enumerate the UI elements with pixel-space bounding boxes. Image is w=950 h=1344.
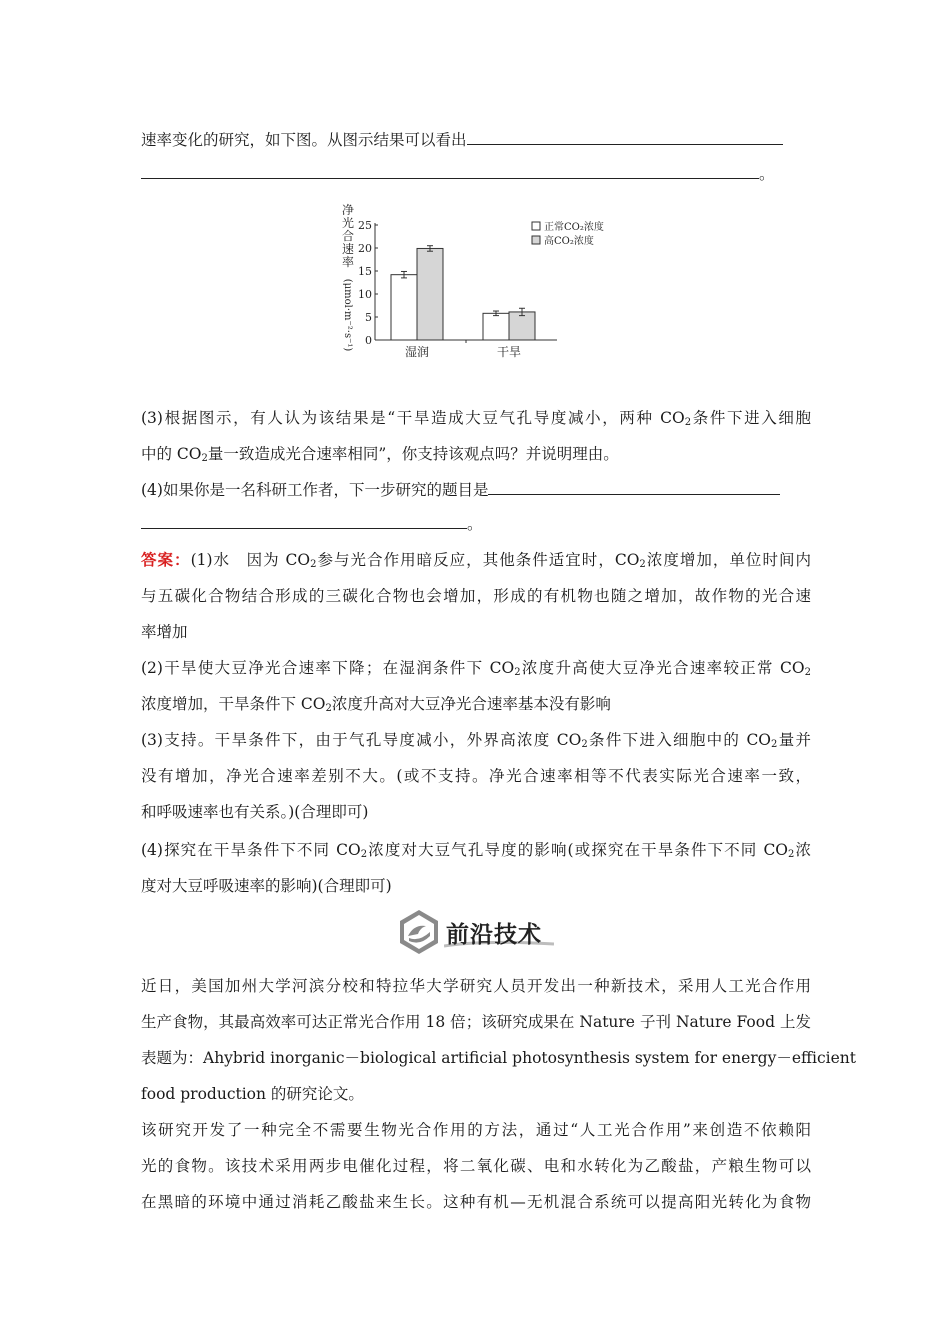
ylabel-unit: (μmol·m⁻²·s⁻¹) bbox=[342, 278, 353, 352]
bar-chart bbox=[335, 200, 625, 370]
y-tick-label: 10 bbox=[358, 288, 372, 301]
bar bbox=[483, 313, 509, 340]
frontier-logo-icon bbox=[396, 908, 442, 954]
question-intro-line-2: 。 bbox=[141, 164, 811, 184]
answer-1-line-3: 率增加 bbox=[141, 623, 188, 641]
answer-blank[interactable] bbox=[467, 130, 783, 145]
question-4-line-2: 。 bbox=[141, 514, 811, 534]
question-3-line-2: 中的 $CO_2$量一致造成光合速率相同”，你支持该观点吗？并说明理由。 bbox=[141, 445, 619, 464]
question-intro-line-1: 速率变化的研究，如下图。从图示结果可以看出 bbox=[141, 130, 811, 150]
answer-blank[interactable] bbox=[141, 164, 759, 179]
ylabel-char: 率 bbox=[341, 255, 355, 269]
answer-blank[interactable] bbox=[488, 480, 780, 495]
answer-label: 答案： bbox=[141, 550, 191, 569]
answer-3-line-2: 没有增加，净光合速率差别不大。(或不支持。净光合速率相等不代表实际光合速率一致， bbox=[141, 767, 811, 785]
legend-label: 正常CO₂浓度 bbox=[544, 222, 604, 233]
y-tick-label: 0 bbox=[365, 334, 372, 347]
frontier-banner bbox=[396, 908, 556, 954]
answer-3-line-3: 和呼吸速率也有关系。)(合理即可) bbox=[141, 803, 369, 821]
article-p2-line-3: 在黑暗的环境中通过消耗乙酸盐来生长。这种有机—无机混合系统可以提高阳光转化为食物 bbox=[141, 1193, 811, 1211]
article-p1-line-2: 生产食物，其最高效率可达正常光合作用 18 倍；该研究成果在 Nature 子刊 Nature Food 上发 bbox=[141, 1013, 811, 1031]
answer-2-line-2: 浓度增加，干旱条件下 $CO_2$浓度升高对大豆净光合速率基本没有影响 bbox=[141, 695, 611, 714]
y-tick-label: 20 bbox=[358, 242, 372, 255]
article-p2-line-2: 光的食物。该技术采用两步电催化过程，将二氧化碳、电和水转化为乙酸盐，产粮生物可以 bbox=[141, 1157, 811, 1175]
ylabel-char: 净 bbox=[341, 203, 355, 217]
answer-4-line-2: 度对大豆呼吸速率的影响)(合理即可) bbox=[141, 877, 392, 895]
y-tick-label: 25 bbox=[358, 219, 372, 232]
bar bbox=[417, 248, 443, 340]
chart-categories bbox=[405, 345, 521, 359]
answer-2-line-1: (2)干旱使大豆净光合速率下降；在湿润条件下 $CO_2$浓度升高使大豆净光合速率较正常 $CO_2$ bbox=[141, 659, 812, 678]
chart-bars bbox=[391, 246, 535, 340]
answer-1-line-1: 答案：(1)水 因为 $CO_2$参与光合作用暗反应，其他条件适宜时，$CO_2$浓度增加，单位时间内 bbox=[141, 550, 811, 570]
y-tick-label: 15 bbox=[358, 265, 372, 278]
answer-blank[interactable] bbox=[141, 514, 467, 529]
frontier-title: 前沿技术 bbox=[446, 922, 542, 948]
answer-3-line-1: (3)支持。干旱条件下，由于气孔导度减小，外界高浓度 $CO_2$条件下进入细胞中的 $CO_2$量并 bbox=[141, 731, 811, 750]
article-p2-line-1: 该研究开发了一种完全不需要生物光合作用的方法，通过“人工光合作用”来创造不依赖阳 bbox=[141, 1121, 811, 1139]
bar bbox=[509, 312, 535, 340]
article-p1-line-3: 表题为：Ahybrid inorganic－biological artificial photosynthesis system for energy－efficient bbox=[141, 1049, 857, 1067]
ylabel-char: 光 bbox=[341, 216, 355, 230]
category-label: 干旱 bbox=[496, 345, 522, 359]
legend-swatch bbox=[532, 222, 540, 230]
chart-legend bbox=[532, 220, 604, 247]
ylabel-char: 速 bbox=[341, 242, 355, 256]
legend-label: 高CO₂浓度 bbox=[544, 236, 594, 247]
y-tick-label: 5 bbox=[365, 311, 372, 324]
ylabel-char: 合 bbox=[341, 229, 355, 243]
article-p1-line-4: food production 的研究论文。 bbox=[141, 1085, 364, 1103]
answer-1-line-2: 与五碳化合物结合形成的三碳化合物也会增加，形成的有机物也随之增加，故作物的光合速 bbox=[141, 587, 811, 605]
question-4-line-1: (4)如果你是一名科研工作者，下一步研究的题目是 bbox=[141, 480, 811, 500]
question-3-line-1: (3)根据图示，有人认为该结果是“干旱造成大豆气孔导度减小，两种 $CO_2$条件下进入细胞 bbox=[141, 409, 811, 428]
bar bbox=[391, 275, 417, 340]
legend-swatch bbox=[532, 236, 540, 244]
article-p1-line-1: 近日，美国加州大学河滨分校和特拉华大学研究人员开发出一种新技术，采用人工光合作用 bbox=[141, 977, 811, 995]
chart-ylabel bbox=[342, 202, 354, 351]
answer-4-line-1: (4)探究在干旱条件下不同 $CO_2$浓度对大豆气孔导度的影响(或探究在干旱条件下不同 $CO_2$浓 bbox=[141, 841, 811, 860]
category-label: 湿润 bbox=[404, 345, 430, 359]
